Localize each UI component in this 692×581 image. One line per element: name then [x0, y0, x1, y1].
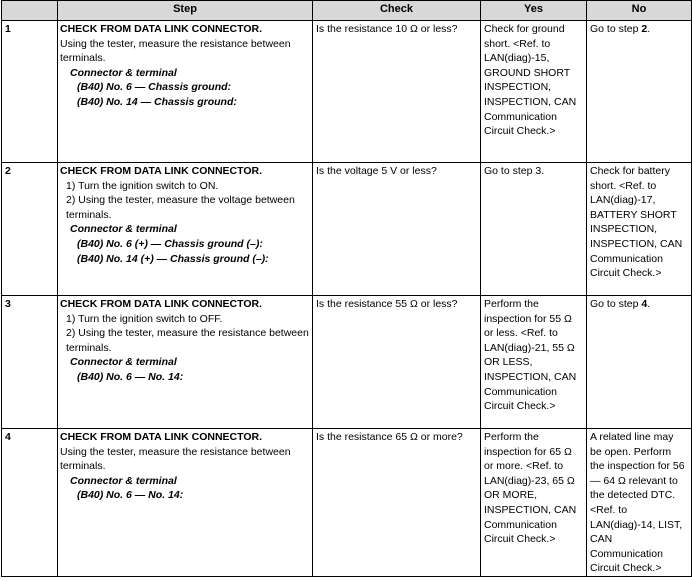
connector-terminal-label: Connector & terminal	[70, 356, 177, 369]
step-title: CHECK FROM DATA LINK CONNECTOR.	[60, 23, 263, 35]
yes-cell: Check for ground short. <Ref. to LAN(diag)-15, GROUND SHORT INSPECTION, INSPECTION, CAN Communication Circuit Check.>	[481, 21, 587, 163]
step-instruction: Using the tester, measure the resistance between terminals.	[60, 37, 291, 65]
connector-terminal-label: Connector & terminal	[70, 223, 177, 236]
yes-cell: Go to step 3.	[481, 163, 587, 296]
table-row	[2, 163, 692, 296]
no-cell: A related line may be open. Perform the inspection for 56 — 64 Ω relevant to the detected DTC. <Ref. to LAN(diag)-14, LIST, CAN Communication Circuit Check.>	[587, 429, 692, 577]
table-row	[2, 296, 692, 429]
no-step-ref: 4	[641, 298, 648, 310]
table-row	[2, 21, 692, 163]
step-title: CHECK FROM DATA LINK CONNECTOR.	[60, 431, 263, 443]
no-step-ref: 2	[641, 23, 648, 35]
terminal-spec: (B40) No. 6 — No. 14:	[77, 489, 184, 502]
yes-cell: Perform the inspection for 65 Ω or more. <Ref. to LAN(diag)-23, 65 Ω OR MORE, INSPECTION, CAN Communication Circuit Check.>	[481, 429, 587, 577]
header-step: Step	[58, 1, 313, 21]
no-cell	[587, 296, 692, 429]
no-text-end: .	[647, 298, 651, 310]
step-cell	[58, 21, 313, 163]
step-instruction: Using the tester, measure the resistance between terminals.	[60, 445, 291, 473]
step-title: CHECK FROM DATA LINK CONNECTOR.	[60, 298, 263, 310]
step-number: 3	[2, 296, 58, 429]
check-cell: Is the voltage 5 V or less?	[313, 163, 481, 296]
no-text-end: .	[647, 23, 651, 35]
step-number: 1	[2, 21, 58, 163]
no-text: Go to step	[590, 298, 642, 310]
terminal-spec: (B40) No. 14 — Chassis ground:	[77, 95, 237, 108]
connector-terminal-label: Connector & terminal	[70, 474, 177, 487]
step-number: 2	[2, 163, 58, 296]
terminal-spec: (B40) No. 6 — Chassis ground:	[77, 81, 232, 94]
connector-terminal-label: Connector & terminal	[70, 66, 177, 79]
check-cell: Is the resistance 55 Ω or less?	[313, 296, 481, 429]
step-title: CHECK FROM DATA LINK CONNECTOR.	[60, 165, 263, 177]
table-row	[2, 429, 692, 577]
step-instruction: 2) Using the tester, measure the voltage between terminals.	[66, 194, 295, 221]
diagnostic-table	[1, 0, 692, 577]
terminal-spec: (B40) No. 6 (+) — Chassis ground (–):	[77, 237, 263, 250]
no-text: Go to step	[590, 23, 642, 35]
step-cell	[58, 429, 313, 577]
header-no: No	[587, 1, 692, 21]
terminal-spec: (B40) No. 6 — No. 14:	[77, 370, 184, 383]
step-cell	[58, 296, 313, 429]
step-instruction: 1) Turn the ignition switch to ON.	[66, 179, 219, 192]
table-header-row	[2, 1, 692, 21]
no-cell	[587, 21, 692, 163]
terminal-spec: (B40) No. 14 (+) — Chassis ground (–):	[77, 252, 269, 265]
header-num	[2, 1, 58, 21]
step-cell	[58, 163, 313, 296]
check-cell: Is the resistance 10 Ω or less?	[313, 21, 481, 163]
yes-cell: Perform the inspection for 55 Ω or less. <Ref. to LAN(diag)-21, 55 Ω OR LESS, INSPECTION, CAN Communication Circuit Check.>	[481, 296, 587, 429]
step-number: 4	[2, 429, 58, 577]
header-check: Check	[313, 1, 481, 21]
header-yes: Yes	[481, 1, 587, 21]
check-cell: Is the resistance 65 Ω or more?	[313, 429, 481, 577]
no-cell: Check for battery short. <Ref. to LAN(diag)-17, BATTERY SHORT INSPECTION, INSPECTION, CAN Communication Circuit Check.>	[587, 163, 692, 296]
step-instruction: 2) Using the tester, measure the resistance between terminals.	[66, 327, 309, 354]
step-instruction: 1) Turn the ignition switch to OFF.	[66, 312, 223, 325]
